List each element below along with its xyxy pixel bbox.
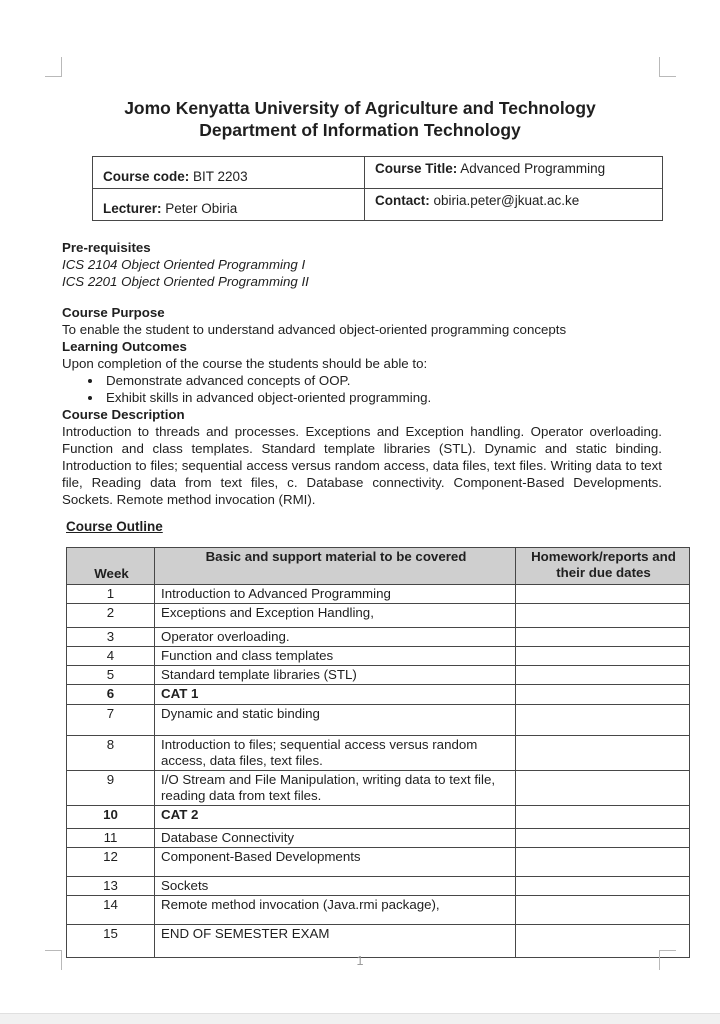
table-row bbox=[67, 925, 690, 958]
table-row bbox=[67, 628, 690, 647]
topic-cell: Introduction to files; sequential access versus random access, data files, text files. bbox=[155, 736, 516, 771]
week-cell: 8 bbox=[67, 736, 155, 771]
homework-cell bbox=[516, 896, 690, 925]
prerequisite-item: ICS 2201 Object Oriented Programming II bbox=[62, 274, 309, 289]
topic-cell: CAT 2 bbox=[155, 806, 516, 829]
topic-cell: Introduction to Advanced Programming bbox=[155, 585, 516, 604]
topic-cell: Dynamic and static binding bbox=[155, 705, 516, 736]
table-row bbox=[67, 585, 690, 604]
lecturer-label: Lecturer: bbox=[103, 201, 162, 216]
contact-cell bbox=[365, 189, 663, 221]
homework-cell bbox=[516, 829, 690, 848]
homework-cell bbox=[516, 585, 690, 604]
course-title-value: Advanced Programming bbox=[457, 161, 606, 176]
course-purpose-heading: Course Purpose bbox=[62, 305, 165, 320]
table-row bbox=[67, 806, 690, 829]
week-cell: 9 bbox=[67, 771, 155, 806]
contact-label: Contact: bbox=[375, 193, 430, 208]
list-item: • Demonstrate advanced concepts of OOP. bbox=[103, 372, 662, 389]
table-row bbox=[93, 157, 663, 189]
week-cell: 14 bbox=[67, 896, 155, 925]
topic-cell: Operator overloading. bbox=[155, 628, 516, 647]
topic-cell: CAT 1 bbox=[155, 685, 516, 705]
list-item: • Exhibit skills in advanced object-oriented programming. bbox=[103, 389, 662, 406]
prerequisites-heading: Pre-requisites bbox=[62, 240, 151, 255]
homework-cell bbox=[516, 628, 690, 647]
homework-cell bbox=[516, 604, 690, 628]
course-purpose-text: To enable the student to understand advanced object-oriented programming concepts bbox=[62, 322, 567, 337]
course-title-cell bbox=[365, 157, 663, 189]
topic-cell: I/O Stream and File Manipulation, writing data to text file, reading data from text files. bbox=[155, 771, 516, 806]
column-header-material: Basic and support material to be covered bbox=[155, 548, 516, 585]
table-row bbox=[67, 647, 690, 666]
course-info-table bbox=[92, 156, 663, 221]
document-title bbox=[0, 97, 720, 141]
course-outline-heading: Course Outline bbox=[66, 519, 163, 534]
course-outline-table bbox=[66, 547, 690, 958]
topic-cell: Component-Based Developments bbox=[155, 848, 516, 877]
learning-outcomes-intro: Upon completion of the course the students should be able to: bbox=[62, 356, 428, 371]
table-row bbox=[67, 666, 690, 685]
homework-cell bbox=[516, 806, 690, 829]
week-cell: 13 bbox=[67, 877, 155, 896]
week-cell: 2 bbox=[67, 604, 155, 628]
topic-cell: Function and class templates bbox=[155, 647, 516, 666]
document-body bbox=[62, 239, 662, 508]
table-row bbox=[67, 896, 690, 925]
week-cell: 5 bbox=[67, 666, 155, 685]
homework-cell bbox=[516, 736, 690, 771]
topic-cell: END OF SEMESTER EXAM bbox=[155, 925, 516, 958]
table-row bbox=[67, 736, 690, 771]
week-cell: 7 bbox=[67, 705, 155, 736]
title-line-department: Department of Information Technology bbox=[199, 120, 521, 140]
course-title-label: Course Title: bbox=[375, 161, 458, 176]
prerequisite-item: ICS 2104 Object Oriented Programming I bbox=[62, 257, 306, 272]
table-row bbox=[67, 771, 690, 806]
topic-cell: Database Connectivity bbox=[155, 829, 516, 848]
table-row bbox=[67, 829, 690, 848]
topic-cell: Remote method invocation (Java.rmi package), bbox=[155, 896, 516, 925]
topic-cell: Exceptions and Exception Handling, bbox=[155, 604, 516, 628]
page-number: 1 bbox=[356, 954, 364, 968]
homework-cell bbox=[516, 685, 690, 705]
crop-mark-top-left bbox=[45, 57, 62, 77]
course-code-cell bbox=[93, 157, 365, 189]
topic-cell: Sockets bbox=[155, 877, 516, 896]
title-line-university: Jomo Kenyatta University of Agriculture and Technology bbox=[124, 98, 596, 118]
column-header-homework: Homework/reports and their due dates bbox=[516, 548, 690, 585]
page-gap-divider bbox=[0, 1013, 720, 1024]
crop-mark-top-right bbox=[659, 57, 676, 77]
course-code-value: BIT 2203 bbox=[189, 169, 248, 184]
week-cell: 15 bbox=[67, 925, 155, 958]
table-row bbox=[67, 877, 690, 896]
week-cell: 3 bbox=[67, 628, 155, 647]
week-cell: 4 bbox=[67, 647, 155, 666]
course-code-label: Course code: bbox=[103, 169, 190, 184]
lecturer-cell bbox=[93, 189, 365, 221]
homework-cell bbox=[516, 848, 690, 877]
table-row bbox=[67, 604, 690, 628]
week-cell: 11 bbox=[67, 829, 155, 848]
table-row bbox=[67, 685, 690, 705]
homework-cell bbox=[516, 647, 690, 666]
lecturer-value: Peter Obiria bbox=[161, 201, 238, 216]
week-cell: 1 bbox=[67, 585, 155, 604]
table-header-row bbox=[67, 548, 690, 585]
homework-cell bbox=[516, 877, 690, 896]
table-row bbox=[93, 189, 663, 221]
course-description-text: Introduction to threads and processes. Exceptions and Exception handling. Operator overloading. Function and class templates. Standard template libraries (STL). Dynamic and static binding. Introduction to files; sequential access versus random access, data files, text files. Writing data to text file, Reading data from text files, c. Database connectivity. Component-Based Developments. Sockets. Remote method invocation (RMI). bbox=[62, 424, 662, 507]
week-cell: 6 bbox=[67, 685, 155, 705]
contact-value: obiria.peter@jkuat.ac.ke bbox=[429, 193, 580, 208]
table-row bbox=[67, 705, 690, 736]
homework-cell bbox=[516, 771, 690, 806]
column-header-week: Week bbox=[67, 548, 155, 585]
homework-cell bbox=[516, 705, 690, 736]
course-description-heading: Course Description bbox=[62, 407, 185, 422]
homework-cell bbox=[516, 666, 690, 685]
learning-outcomes-heading: Learning Outcomes bbox=[62, 339, 187, 354]
spacer bbox=[62, 290, 662, 304]
learning-outcomes-list bbox=[62, 372, 662, 406]
week-cell: 12 bbox=[67, 848, 155, 877]
topic-cell: Standard template libraries (STL) bbox=[155, 666, 516, 685]
week-cell: 10 bbox=[67, 806, 155, 829]
table-row bbox=[67, 848, 690, 877]
